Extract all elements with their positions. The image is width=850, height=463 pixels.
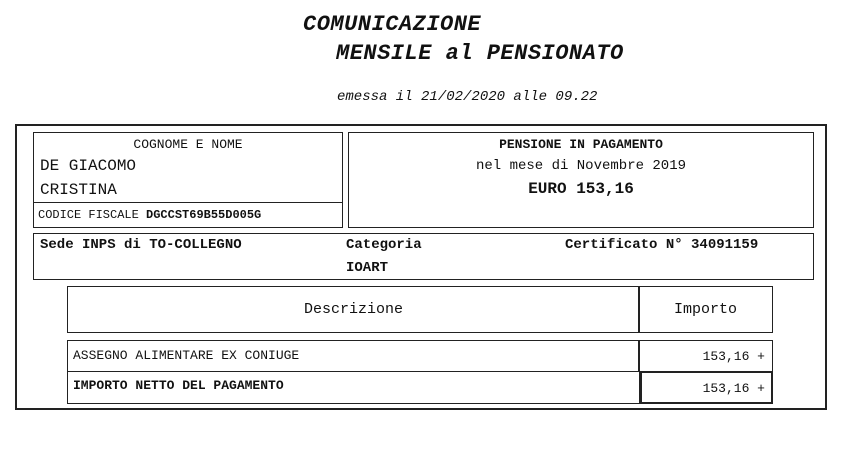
tax-code-value: DGCCST69B55D005G <box>146 208 262 222</box>
certificate-number: Certificato N° 34091159 <box>565 237 759 253</box>
tax-code-line <box>38 208 261 222</box>
category-label: Categoria <box>346 237 422 253</box>
first-name: CRISTINA <box>40 181 117 199</box>
header-amount-label: Importo <box>673 301 737 318</box>
surname: DE GIACOMO <box>40 157 137 175</box>
total-description: IMPORTO NETTO DEL PAGAMENTO <box>73 378 284 393</box>
sede-inps: Sede INPS di TO-COLLEGNO <box>40 237 242 253</box>
pension-amount: EURO 153,16 <box>528 180 634 198</box>
tax-code-label: CODICE FISCALE <box>38 208 139 222</box>
total-amount: 153,16 + <box>702 381 765 396</box>
pension-month: nel mese di Novembre 2019 <box>475 158 687 174</box>
title-line-1: COMUNICAZIONE <box>303 12 482 37</box>
name-label: COGNOME E NOME <box>133 137 243 152</box>
title-line-2: MENSILE al PENSIONATO <box>336 41 624 66</box>
issued-date: emessa il 21/02/2020 alle 09.22 <box>337 89 598 105</box>
category-value: IOART <box>346 260 389 276</box>
header-description-label: Descrizione <box>303 301 404 318</box>
pension-title: PENSIONE IN PAGAMENTO <box>499 137 663 152</box>
row-amount: 153,16 + <box>702 349 765 364</box>
row-description: ASSEGNO ALIMENTARE EX CONIUGE <box>73 348 300 363</box>
